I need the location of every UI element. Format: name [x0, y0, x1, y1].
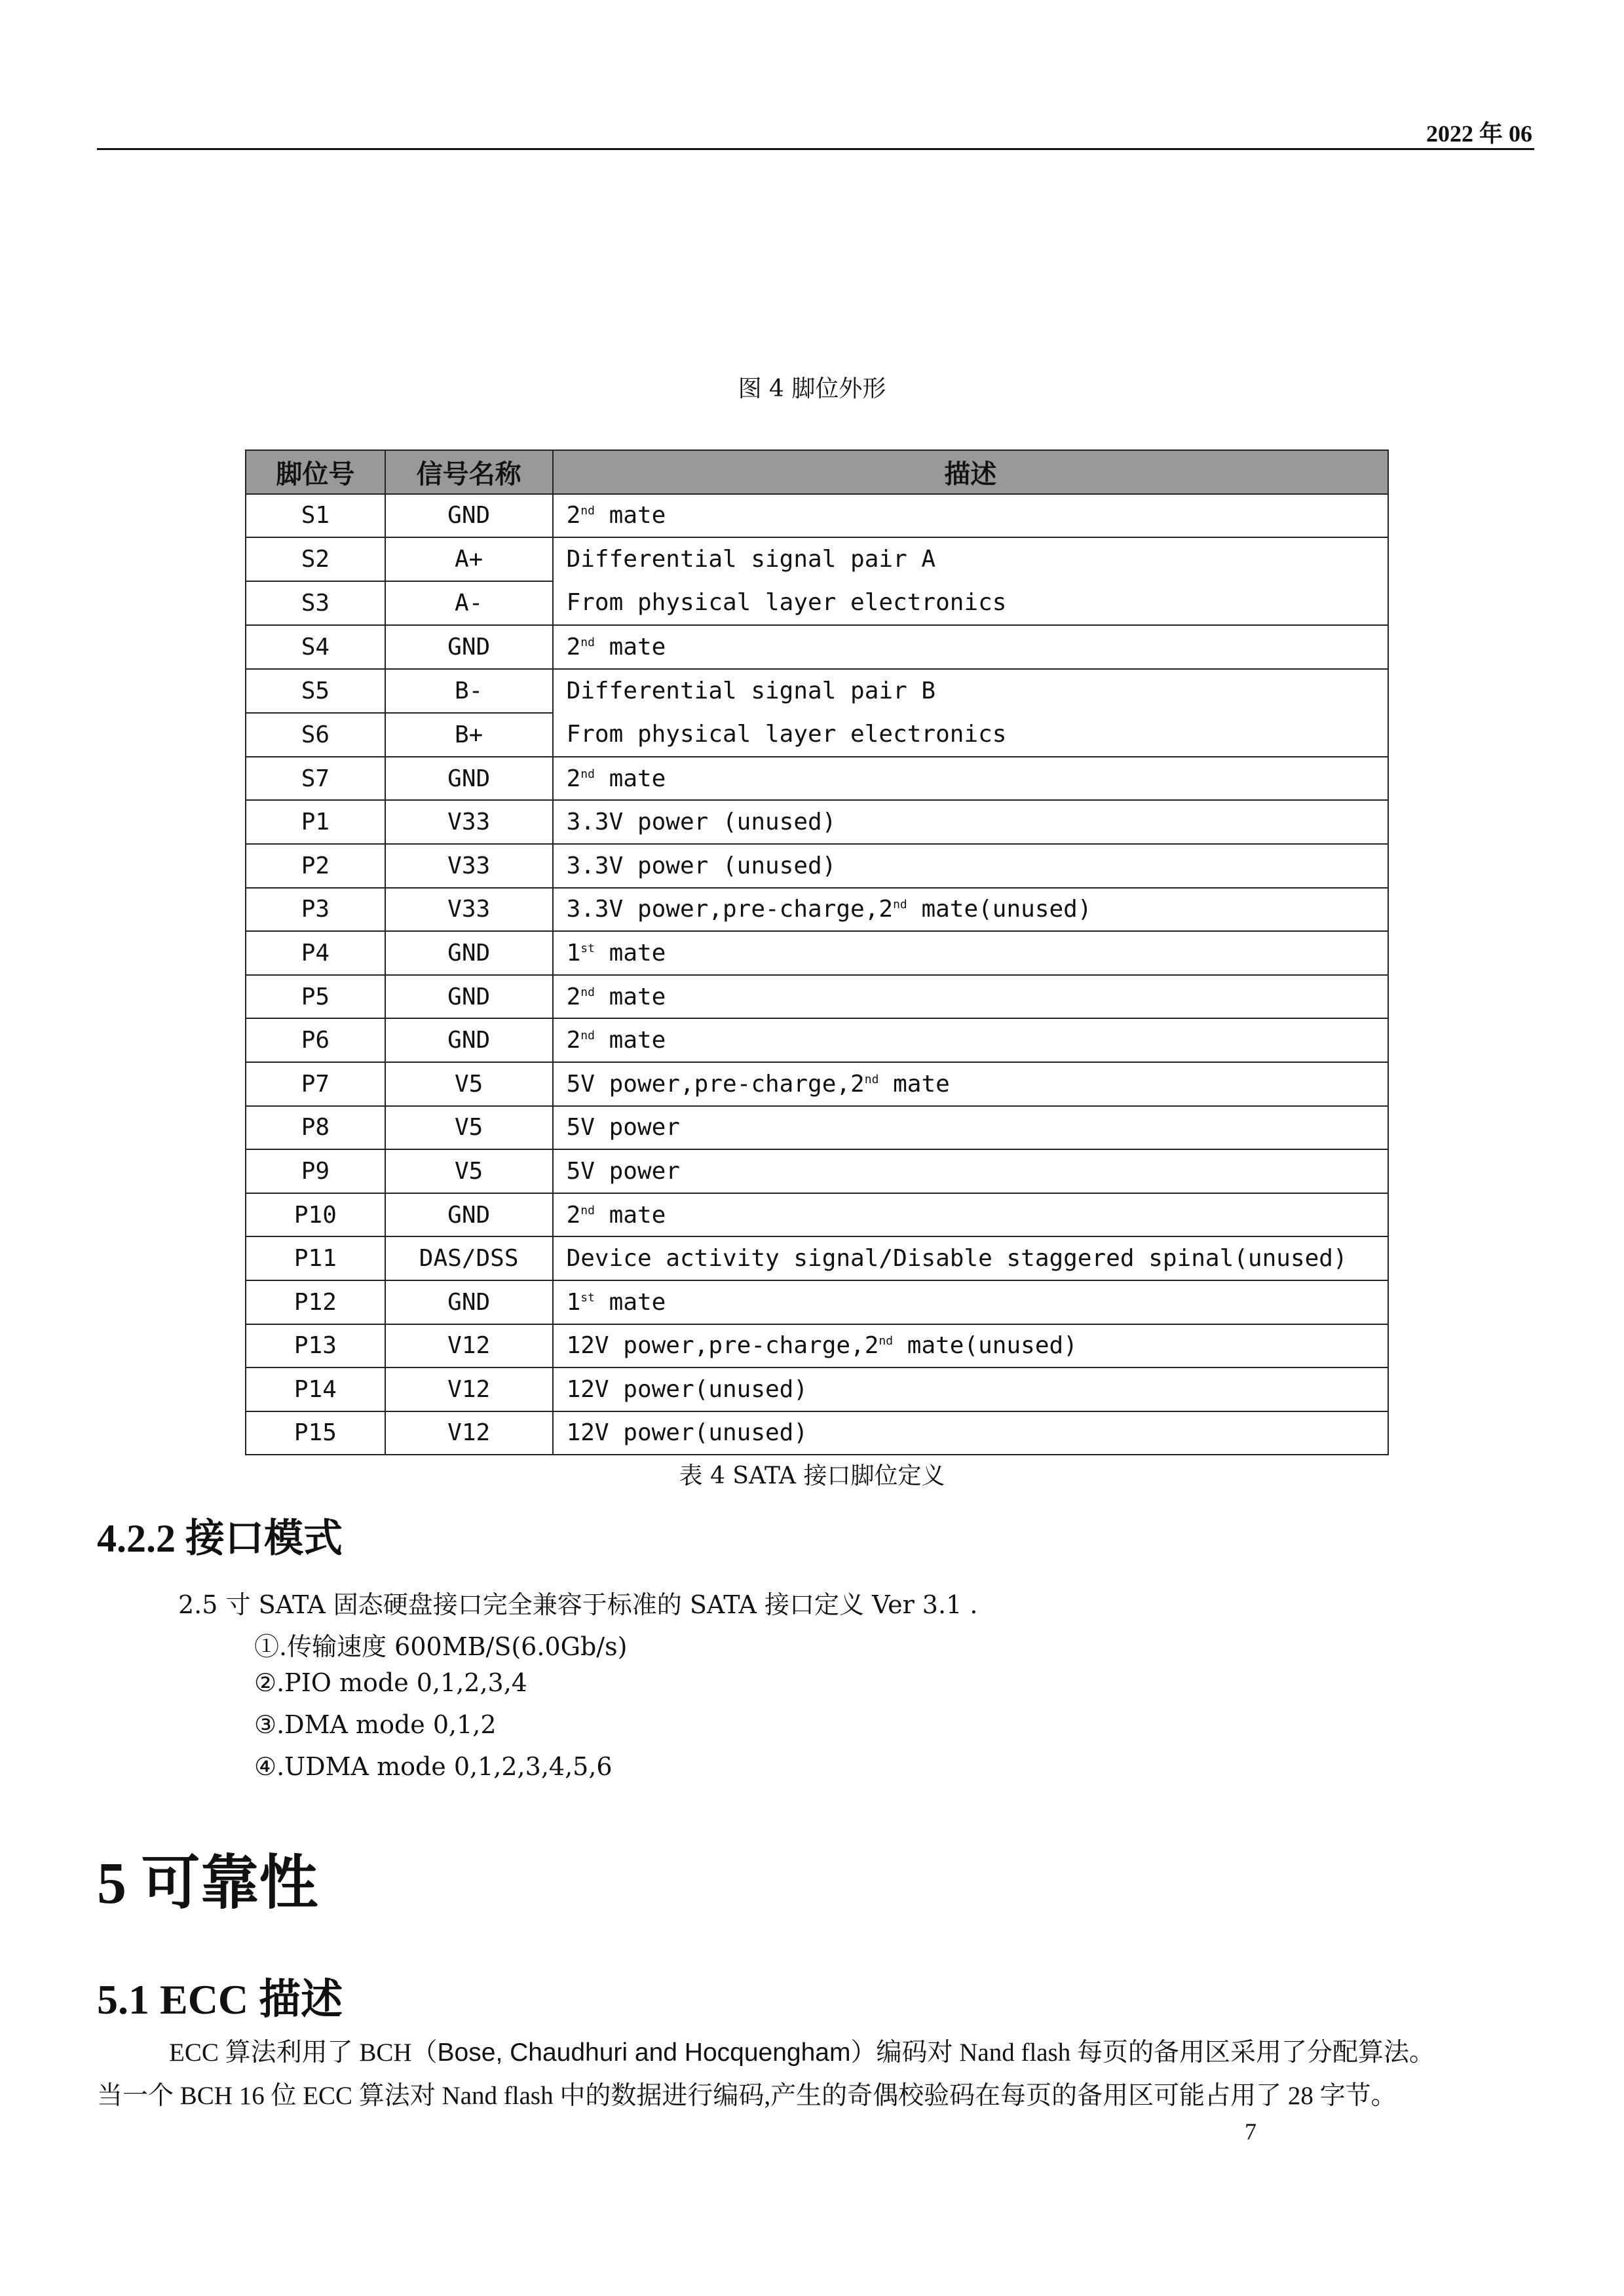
description-line: From physical layer electronics: [566, 589, 1007, 617]
signal-cell: GND: [385, 757, 553, 801]
description-text: mate(unused): [907, 896, 1092, 923]
signal-cell: GND: [385, 931, 553, 975]
header-rule: [97, 148, 1534, 150]
pin-cell: P12: [246, 1280, 385, 1324]
description-text: mate: [609, 765, 666, 792]
pin-cell: S1: [246, 494, 385, 538]
list-item: ④.UDMA mode 0,1,2,3,4,5,6: [254, 1752, 613, 1781]
pin-cell: P3: [246, 888, 385, 932]
description-text: mate: [878, 1070, 950, 1098]
signal-cell: B-: [385, 669, 553, 713]
description-cell: [553, 1018, 1388, 1062]
table-row: [246, 1018, 1388, 1062]
description-cell: 12V power(unused): [553, 1411, 1388, 1455]
ordinal-suffix: nd: [580, 767, 595, 781]
table-row: [246, 494, 1388, 538]
signal-cell: V33: [385, 800, 553, 844]
ordinal-number: 1: [566, 1288, 581, 1316]
description-line: Differential signal pair A: [566, 546, 936, 573]
description-text: 3.3V power,pre-charge,2: [566, 896, 894, 923]
signal-cell: GND: [385, 1280, 553, 1324]
description-text: mate(unused): [893, 1332, 1078, 1360]
description-cell: [553, 1324, 1388, 1368]
description-cell: 3.3V power (unused): [553, 800, 1388, 844]
page-number: 7: [1245, 2118, 1256, 2145]
description-line: Differential signal pair B: [566, 677, 936, 704]
signal-cell: GND: [385, 1018, 553, 1062]
signal-cell: V33: [385, 844, 553, 888]
ordinal-suffix: st: [580, 941, 595, 955]
pin-cell: P14: [246, 1368, 385, 1411]
description-text: 5V power,pre-charge,2: [566, 1070, 865, 1098]
signal-cell: V5: [385, 1149, 553, 1193]
description-text: mate: [609, 633, 666, 660]
signal-cell: GND: [385, 494, 553, 538]
paragraph-ecc-2: 当一个 BCH 16 位 ECC 算法对 Nand flash 中的数据进行编码,产生的奇偶校验码在每页的备用区可能占用了 28 字节。: [97, 2082, 1397, 2110]
description-text: mate: [609, 1288, 666, 1316]
header-signal: 信号名称: [385, 450, 553, 494]
ordinal-number: 2: [566, 633, 581, 660]
pin-cell: P15: [246, 1411, 385, 1455]
ordinal-suffix: nd: [580, 1203, 595, 1217]
description-cell: [553, 1062, 1388, 1106]
pin-cell: P2: [246, 844, 385, 888]
description-text: 12V power,pre-charge,2: [566, 1332, 879, 1360]
description-cell: [553, 757, 1388, 801]
table-body: [246, 494, 1388, 1455]
ordinal-suffix: nd: [580, 985, 595, 999]
signal-cell: V12: [385, 1368, 553, 1411]
description-cell: [553, 888, 1388, 932]
table-row: [246, 1236, 1388, 1280]
signal-cell: GND: [385, 625, 553, 669]
signal-cell: V5: [385, 1106, 553, 1150]
section-heading-4-2-2: 4.2.2 接口模式: [97, 1517, 343, 1560]
description-text: mate: [609, 1201, 666, 1229]
table-row: [246, 757, 1388, 801]
ordinal-number: 2: [566, 765, 581, 792]
pin-cell: S2: [246, 537, 385, 581]
description-cell: Device activity signal/Disable staggered spinal(unused): [553, 1236, 1388, 1280]
table-row: [246, 1280, 1388, 1324]
pin-cell: S5: [246, 669, 385, 713]
pin-cell: P11: [246, 1236, 385, 1280]
signal-cell: V12: [385, 1411, 553, 1455]
table-row: [246, 800, 1388, 844]
ordinal-number: 1: [566, 939, 581, 966]
description-text: mate: [609, 502, 666, 529]
pin-definition-table: [245, 450, 1389, 1455]
para1-part-b: Bose, Chaudhuri and Hocquengham: [437, 2038, 851, 2067]
table-row: [246, 1149, 1388, 1193]
table-row: [246, 1062, 1388, 1106]
para1-part-a: ECC 算法利用了 BCH（: [169, 2038, 438, 2067]
description-cell: [553, 494, 1388, 538]
ordinal-suffix: nd: [864, 1072, 879, 1086]
list-item: ①.传输速度 600MB/S(6.0Gb/s): [254, 1632, 628, 1661]
list-item: ③.DMA mode 0,1,2: [254, 1710, 497, 1739]
pin-cell: S3: [246, 581, 385, 625]
description-line: From physical layer electronics: [566, 720, 1007, 748]
ordinal-number: 2: [566, 1201, 581, 1229]
ordinal-suffix: st: [580, 1290, 595, 1305]
ordinal-number: 2: [566, 502, 581, 529]
ordinal-suffix: nd: [580, 635, 595, 649]
pin-cell: P5: [246, 975, 385, 1019]
pin-cell: P7: [246, 1062, 385, 1106]
description-cell: 5V power: [553, 1149, 1388, 1193]
section-heading-5-1: 5.1 ECC 描述: [97, 1976, 343, 2023]
description-cell: 3.3V power (unused): [553, 844, 1388, 888]
description-cell: [553, 975, 1388, 1019]
table-row: [246, 888, 1388, 932]
description-cell: [553, 1280, 1388, 1324]
pin-cell: P4: [246, 931, 385, 975]
description-cell: [553, 669, 1388, 757]
ordinal-suffix: nd: [580, 504, 595, 518]
ordinal-suffix: nd: [878, 1334, 894, 1349]
list-item: ②.PIO mode 0,1,2,3,4: [254, 1668, 527, 1697]
signal-cell: A-: [385, 581, 553, 625]
table-row: [246, 537, 1388, 581]
header-date: 2022 年 06: [1426, 121, 1532, 147]
signal-cell: B+: [385, 713, 553, 757]
section-intro: 2.5 寸 SATA 固态硬盘接口完全兼容于标准的 SATA 接口定义 Ver 3.1 .: [178, 1590, 978, 1619]
table-row: [246, 931, 1388, 975]
signal-cell: V33: [385, 888, 553, 932]
description-text: mate: [609, 1027, 666, 1054]
description-cell: [553, 537, 1388, 625]
description-cell: 5V power: [553, 1106, 1388, 1150]
paragraph-ecc-1: [97, 2031, 1534, 2075]
table-row: [246, 1411, 1388, 1455]
table-row: [246, 1368, 1388, 1411]
pin-cell: P8: [246, 1106, 385, 1150]
table-row: [246, 1193, 1388, 1237]
figure-caption: 图 4 脚位外形: [738, 375, 886, 402]
pin-cell: P6: [246, 1018, 385, 1062]
table-row: [246, 1324, 1388, 1368]
signal-cell: V5: [385, 1062, 553, 1106]
ordinal-number: 2: [566, 983, 581, 1010]
ordinal-number: 2: [566, 1027, 581, 1054]
description-cell: [553, 1193, 1388, 1237]
table-caption: 表 4 SATA 接口脚位定义: [679, 1463, 945, 1489]
table-row: [246, 625, 1388, 669]
signal-cell: V12: [385, 1324, 553, 1368]
pin-cell: S6: [246, 713, 385, 757]
signal-cell: GND: [385, 1193, 553, 1237]
pin-cell: P10: [246, 1193, 385, 1237]
chapter-heading-5: 5 可靠性: [97, 1851, 318, 1916]
table-row: [246, 1106, 1388, 1150]
pin-cell: S7: [246, 757, 385, 801]
ordinal-suffix: nd: [893, 898, 907, 912]
pin-cell: P1: [246, 800, 385, 844]
header-description: 描述: [553, 450, 1388, 494]
table-row: [246, 844, 1388, 888]
pin-cell: P13: [246, 1324, 385, 1368]
description-text: mate: [609, 983, 666, 1010]
table-row: [246, 975, 1388, 1019]
signal-cell: DAS/DSS: [385, 1236, 553, 1280]
header-pin: 脚位号: [246, 450, 385, 494]
signal-cell: GND: [385, 975, 553, 1019]
signal-cell: A+: [385, 537, 553, 581]
description-cell: [553, 931, 1388, 975]
table-header-row: [246, 450, 1388, 494]
pin-cell: S4: [246, 625, 385, 669]
table-row: [246, 669, 1388, 713]
description-cell: 12V power(unused): [553, 1368, 1388, 1411]
description-text: mate: [609, 939, 666, 966]
description-cell: [553, 625, 1388, 669]
para1-part-c: ）编码对 Nand flash 每页的备用区采用了分配算法。: [850, 2038, 1435, 2067]
ordinal-suffix: nd: [580, 1029, 595, 1043]
pin-cell: P9: [246, 1149, 385, 1193]
